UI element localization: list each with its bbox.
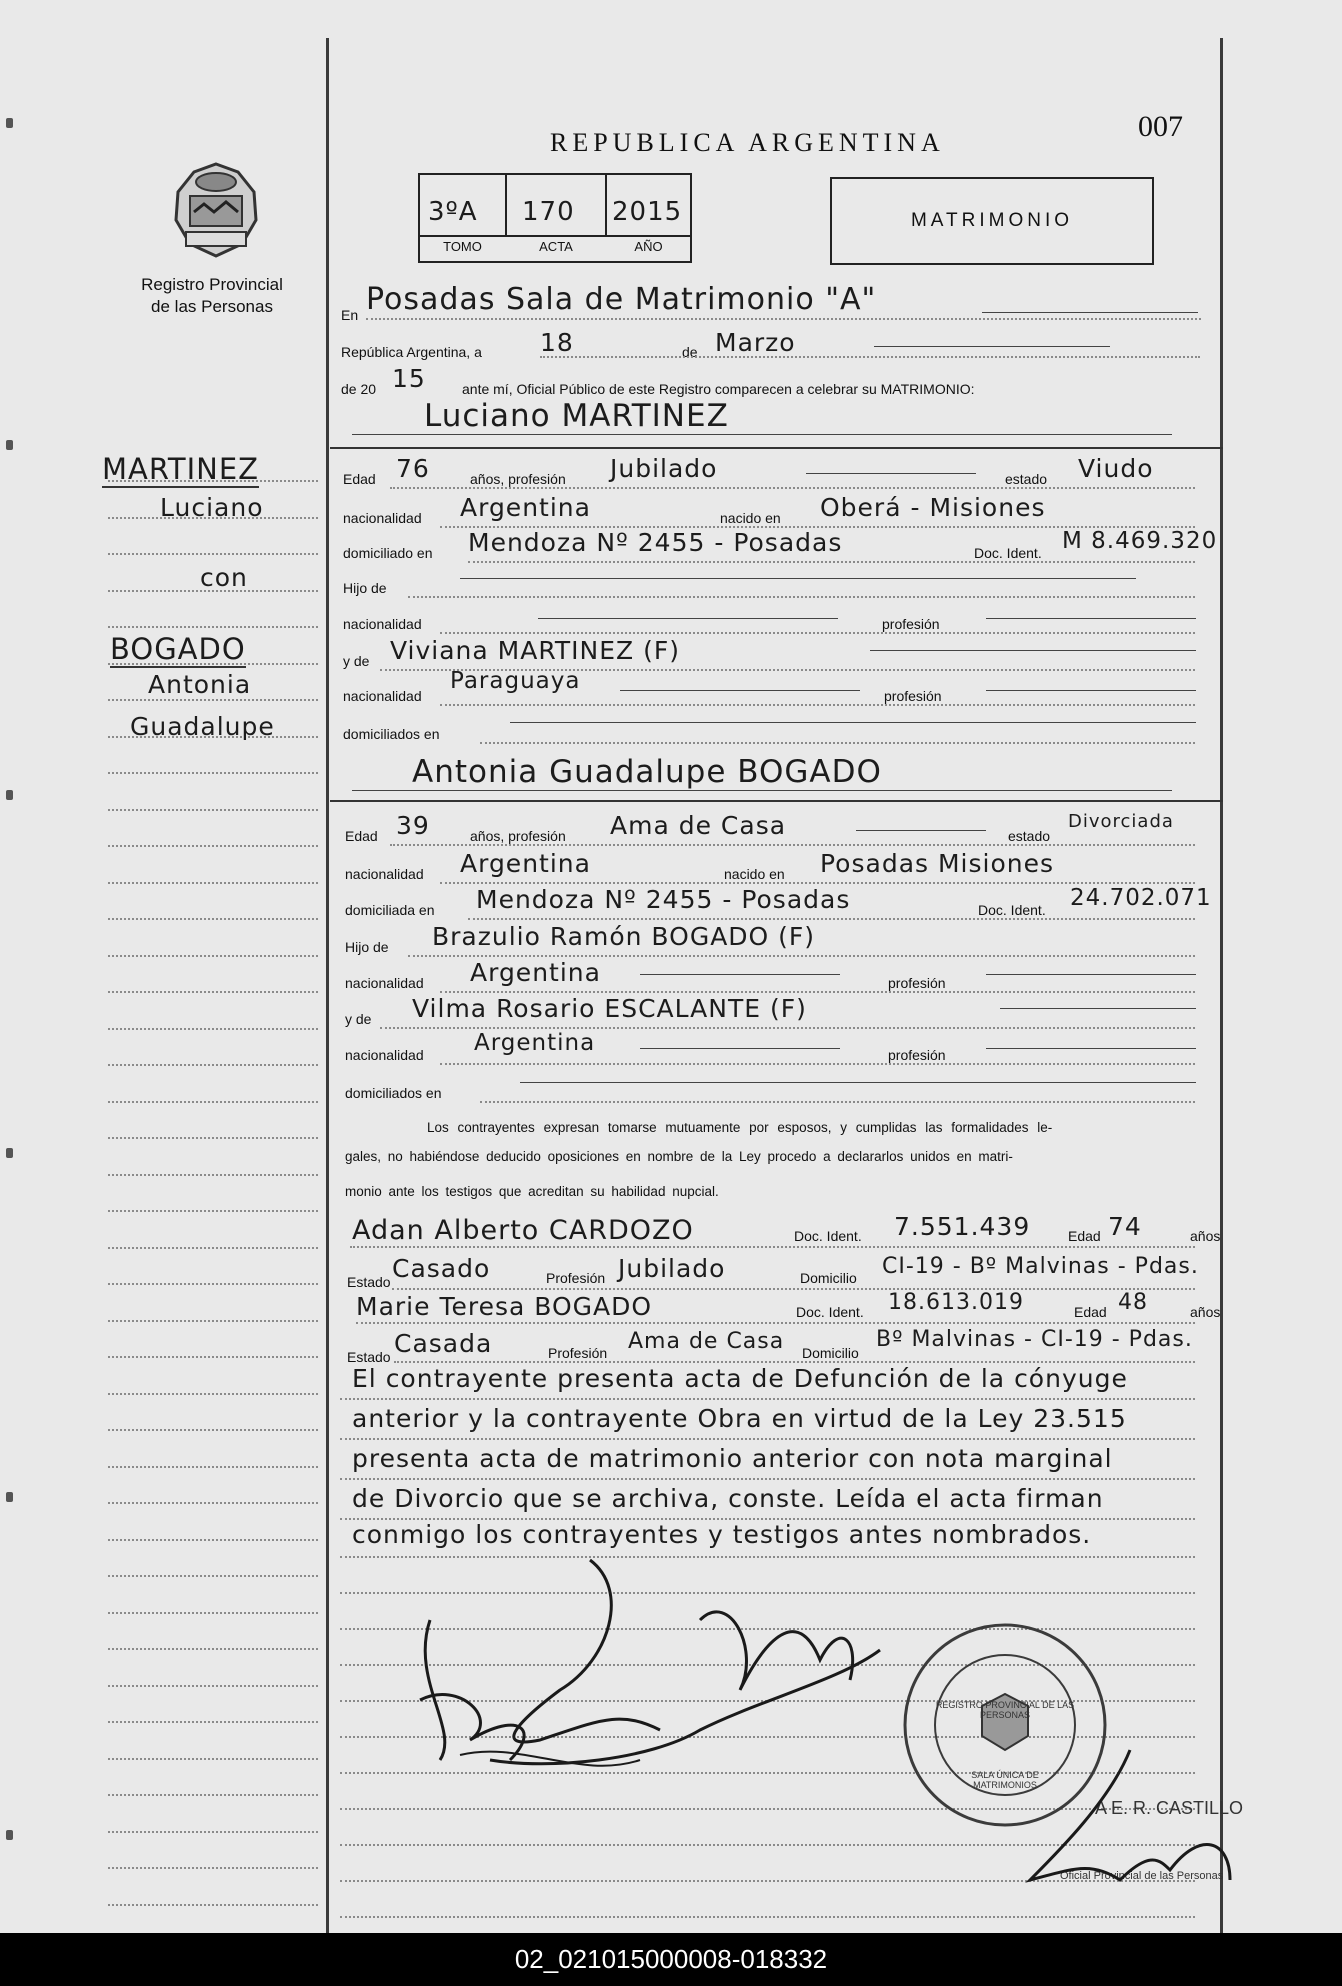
margin-guide-line bbox=[108, 1502, 318, 1504]
bride-yde-label: y de bbox=[345, 1011, 372, 1027]
margin-connector: con bbox=[200, 563, 248, 592]
bride-nacido-label: nacido en bbox=[724, 866, 785, 882]
witness-1-profesion-label: Profesión bbox=[546, 1270, 606, 1286]
margin-guide-line bbox=[108, 1758, 318, 1760]
margin-guide-line bbox=[108, 918, 318, 920]
official-title: Oficial Provincial de las Personas bbox=[1060, 1870, 1224, 1882]
margin-guide-line bbox=[108, 772, 318, 774]
margin-guide-line bbox=[108, 991, 318, 993]
witness-1-domicilio: CI-19 - Bº Malvinas - Pdas. bbox=[882, 1254, 1199, 1279]
right-rule bbox=[1220, 38, 1223, 1933]
bride-nac-madre: Argentina bbox=[474, 1030, 596, 1056]
margin-guide-line bbox=[108, 699, 318, 701]
bride-nacionalidad-label: nacionalidad bbox=[345, 866, 424, 882]
bride-madre: Vilma Rosario ESCALANTE (F) bbox=[412, 994, 807, 1023]
margin-guide-line bbox=[108, 1831, 318, 1833]
witness-2-doc-label: Doc. Ident. bbox=[796, 1304, 864, 1320]
groom-yde-label: y de bbox=[343, 653, 370, 669]
note-line-4: de Divorcio que se archiva, conste. Leída el acta firman bbox=[352, 1484, 1104, 1513]
witness-1-estado: Casado bbox=[392, 1254, 491, 1283]
ceremony-year-suffix: 15 bbox=[392, 364, 426, 393]
bride-prof-madre-label: profesión bbox=[888, 1047, 946, 1063]
witness-1-edad-label: Edad bbox=[1068, 1228, 1101, 1244]
bride-domicilio: Mendoza Nº 2455 - Posadas bbox=[476, 885, 851, 914]
declaration-line-3: monio ante los testigos que acreditan su habilidad nupcial. bbox=[345, 1184, 719, 1199]
stamp-ring-text: REGISTRO PROVINCIAL DE LAS PERSONAS bbox=[935, 1700, 1075, 1720]
groom-estado-label: estado bbox=[1005, 471, 1048, 487]
margin-guide-line bbox=[108, 1685, 318, 1687]
bride-doc: 24.702.071 bbox=[1070, 885, 1212, 911]
declaration-line-1: Los contrayentes expresan tomarse mutuamente por esposos, y cumplidas las formalidades le- bbox=[427, 1120, 1053, 1135]
year-prefix: de 20 bbox=[341, 381, 377, 397]
groom-prof-padre-label: profesión bbox=[882, 616, 940, 632]
margin-guide-line bbox=[108, 1320, 318, 1322]
groom-domiciliados-label: domiciliados en bbox=[343, 726, 440, 742]
margin-guide-line bbox=[108, 809, 318, 811]
witness-1-profesion: Jubilado bbox=[618, 1254, 726, 1283]
groom-nac-madre: Paraguaya bbox=[450, 668, 581, 694]
witness-2-anos-label: años bbox=[1190, 1304, 1221, 1320]
margin-guide-line bbox=[108, 1356, 318, 1358]
groom-domicilio: Mendoza Nº 2455 - Posadas bbox=[468, 528, 843, 557]
margin-bride-name-1: Antonia bbox=[148, 670, 252, 699]
witness-2-edad: 48 bbox=[1118, 1290, 1148, 1315]
groom-domiciliado-label: domiciliado en bbox=[343, 545, 433, 561]
country-title: REPUBLICA ARGENTINA bbox=[550, 128, 945, 157]
signature-guide-line bbox=[340, 1916, 1195, 1918]
signatures bbox=[400, 1530, 900, 1780]
margin-guide-line bbox=[108, 1648, 318, 1650]
de-label: de bbox=[682, 344, 698, 360]
note-line-5: conmigo los contrayentes y testigos antes nombrados. bbox=[352, 1520, 1092, 1549]
registry-name-line1: Registro Provincial bbox=[141, 275, 283, 294]
tomo-value: 3ºA bbox=[428, 197, 478, 227]
groom-nacionalidad: Argentina bbox=[460, 493, 591, 522]
bride-edad: 39 bbox=[396, 811, 430, 840]
witness-1-anos-label: años bbox=[1190, 1228, 1221, 1244]
witness-2-estado: Casada bbox=[394, 1329, 493, 1358]
binder-hole bbox=[6, 1830, 13, 1840]
margin-groom-surname: MARTINEZ bbox=[102, 452, 260, 486]
binder-hole bbox=[6, 790, 13, 800]
binder-hole bbox=[6, 118, 13, 128]
witness-1-name: Adan Alberto CARDOZO bbox=[352, 1215, 694, 1246]
act-type-box bbox=[830, 177, 1154, 265]
official-name: A E. R. CASTILLO bbox=[1095, 1798, 1244, 1818]
note-line-2: anterior y la contrayente Obra en virtud de la Ley 23.515 bbox=[352, 1404, 1127, 1433]
bride-padre: Brazulio Ramón BOGADO (F) bbox=[432, 922, 816, 951]
margin-rule bbox=[326, 38, 329, 1933]
groom-nacionalidad-label: nacionalidad bbox=[343, 510, 422, 526]
margin-guide-line bbox=[108, 1174, 318, 1176]
bride-hijo-label: Hijo de bbox=[345, 939, 389, 955]
ceremony-day: 18 bbox=[540, 328, 574, 357]
bride-profesion: Ama de Casa bbox=[610, 811, 787, 840]
groom-nac-madre-label: nacionalidad bbox=[343, 688, 422, 704]
official-signature bbox=[1000, 1740, 1240, 1900]
margin-bride-name-2: Guadalupe bbox=[130, 712, 275, 741]
witness-2-profesion-label: Profesión bbox=[548, 1345, 608, 1361]
margin-guide-line bbox=[108, 1028, 318, 1030]
margin-guide-line bbox=[108, 1721, 318, 1723]
margin-guide-line bbox=[108, 1904, 318, 1906]
act-reference-box bbox=[418, 173, 692, 263]
bride-nac-madre-label: nacionalidad bbox=[345, 1047, 424, 1063]
bride-estado: Divorciada bbox=[1068, 811, 1174, 832]
note-line-3: presenta acta de matrimonio anterior con nota marginal bbox=[352, 1444, 1113, 1473]
groom-estado: Viudo bbox=[1078, 454, 1154, 483]
acta-label: ACTA bbox=[539, 239, 573, 254]
margin-guide-line bbox=[108, 553, 318, 555]
groom-nacido: Oberá - Misiones bbox=[820, 493, 1046, 522]
witness-2-estado-label: Estado bbox=[347, 1349, 391, 1365]
groom-nacido-label: nacido en bbox=[720, 510, 781, 526]
groom-full-name: Luciano MARTINEZ bbox=[424, 398, 729, 434]
margin-guide-line bbox=[108, 955, 318, 957]
margin-guide-line bbox=[108, 1137, 318, 1139]
document-file-id: 02_021015000008-018332 bbox=[0, 1933, 1342, 1986]
margin-guide-line bbox=[108, 1429, 318, 1431]
margin-guide-line bbox=[108, 1575, 318, 1577]
bride-full-name: Antonia Guadalupe BOGADO bbox=[412, 754, 882, 790]
witness-1-doc-label: Doc. Ident. bbox=[794, 1228, 862, 1244]
groom-nac-padre-label: nacionalidad bbox=[343, 616, 422, 632]
bride-domiciliado-label: domiciliada en bbox=[345, 902, 435, 918]
groom-hijo-label: Hijo de bbox=[343, 580, 387, 596]
provincial-seal-icon bbox=[168, 160, 264, 260]
republica-label: República Argentina, a bbox=[341, 344, 482, 360]
note-line-1: El contrayente presenta acta de Defunción de la cónyuge bbox=[352, 1364, 1128, 1393]
anio-label: AÑO bbox=[634, 239, 663, 254]
margin-guide-line bbox=[108, 1612, 318, 1614]
bride-prof-padre-label: profesión bbox=[888, 975, 946, 991]
groom-prof-madre-label: profesión bbox=[884, 688, 942, 704]
margin-guide-line bbox=[108, 1101, 318, 1103]
margin-guide-line bbox=[108, 1867, 318, 1869]
act-type: MATRIMONIO bbox=[910, 210, 1074, 231]
witness-2-edad-label: Edad bbox=[1074, 1304, 1107, 1320]
margin-guide-line bbox=[108, 1210, 318, 1212]
bride-nacido: Posadas Misiones bbox=[820, 849, 1055, 878]
binder-hole bbox=[6, 1148, 13, 1158]
witness-1-domicilio-label: Domicilio bbox=[800, 1270, 857, 1286]
witness-2-domicilio: Bº Malvinas - CI-19 - Pdas. bbox=[876, 1327, 1193, 1352]
witness-1-estado-label: Estado bbox=[347, 1274, 391, 1290]
witness-1-edad: 74 bbox=[1108, 1212, 1142, 1241]
bride-edad-label: Edad bbox=[345, 828, 378, 844]
bride-domiciliados-label: domiciliados en bbox=[345, 1085, 442, 1101]
bride-nac-padre: Argentina bbox=[470, 958, 601, 987]
groom-madre: Viviana MARTINEZ (F) bbox=[390, 636, 680, 665]
binder-hole bbox=[6, 1492, 13, 1502]
margin-guide-line bbox=[108, 626, 318, 628]
bride-estado-label: estado bbox=[1008, 828, 1051, 844]
margin-guide-line bbox=[108, 1393, 318, 1395]
page-number: 007 bbox=[1138, 110, 1183, 143]
anio-value: 2015 bbox=[612, 197, 683, 227]
groom-profesion: Jubilado bbox=[610, 454, 718, 483]
declaration-line-2: gales, no habiéndose deducido oposiciones en nombre de la Ley procedo a declararlos unidos en matri- bbox=[345, 1149, 1013, 1164]
bride-nac-padre-label: nacionalidad bbox=[345, 975, 424, 991]
margin-guide-line bbox=[108, 845, 318, 847]
margin-guide-line bbox=[108, 1539, 318, 1541]
bride-nacionalidad: Argentina bbox=[460, 849, 591, 878]
bride-anos-label: años, profesión bbox=[470, 828, 566, 844]
en-label: En bbox=[341, 307, 359, 323]
acta-value: 170 bbox=[522, 197, 575, 227]
ceremony-month: Marzo bbox=[715, 328, 796, 357]
margin-groom-name: Luciano bbox=[160, 493, 264, 522]
margin-guide-line bbox=[108, 882, 318, 884]
binder-hole bbox=[6, 440, 13, 450]
ceremony-place: Posadas Sala de Matrimonio "A" bbox=[366, 282, 877, 317]
tomo-label: TOMO bbox=[443, 239, 482, 254]
margin-guide-line bbox=[108, 1247, 318, 1249]
groom-doc-label: Doc. Ident. bbox=[974, 545, 1042, 561]
registry-name-line2: de las Personas bbox=[151, 297, 273, 316]
margin-guide-line bbox=[108, 1283, 318, 1285]
groom-anos-label: años, profesión bbox=[470, 471, 566, 487]
stamp-inner-text: SALA ÚNICA DE MATRIMONIOS bbox=[971, 1770, 1039, 1790]
groom-edad-label: Edad bbox=[343, 471, 376, 487]
witness-2-doc: 18.613.019 bbox=[888, 1290, 1024, 1315]
groom-doc: M 8.469.320 bbox=[1062, 528, 1218, 554]
groom-edad: 76 bbox=[396, 454, 430, 483]
witness-2-profesion: Ama de Casa bbox=[628, 1329, 785, 1354]
witness-2-name: Marie Teresa BOGADO bbox=[356, 1292, 653, 1321]
margin-guide-line bbox=[108, 1794, 318, 1796]
appearance-statement: ante mí, Oficial Público de este Registro comparecen a celebrar su MATRIMONIO: bbox=[462, 381, 975, 397]
witness-1-doc: 7.551.439 bbox=[894, 1212, 1031, 1241]
witness-2-domicilio-label: Domicilio bbox=[802, 1345, 859, 1361]
bride-doc-label: Doc. Ident. bbox=[978, 902, 1046, 918]
margin-bride-surname: BOGADO bbox=[110, 632, 246, 666]
margin-guide-line bbox=[108, 1466, 318, 1468]
margin-guide-line bbox=[108, 1064, 318, 1066]
